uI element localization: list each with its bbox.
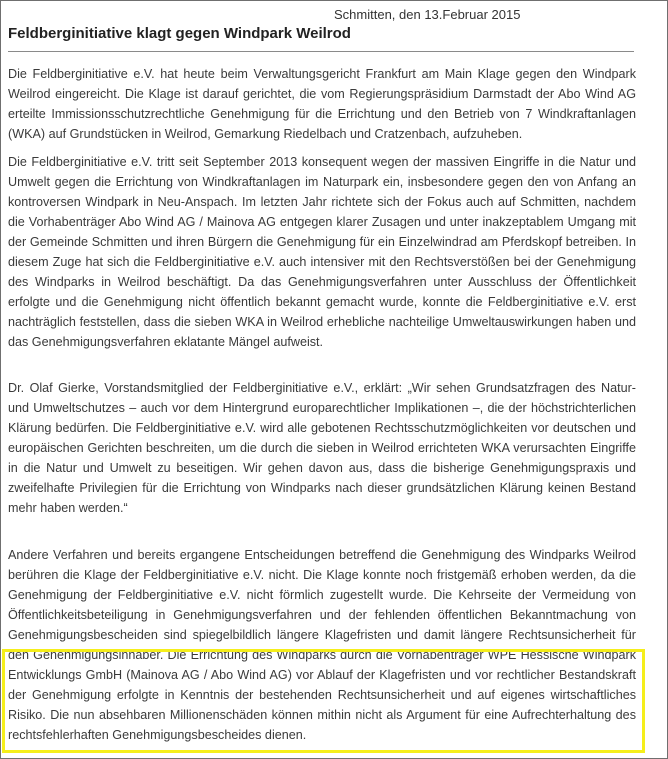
paragraph-other-proceedings: Andere Verfahren und bereits ergangene Entscheidungen betreffend die Genehmigung des Windparks Weilrod berühren die Klage der Feldberginitiative e.V. nicht. Die Klage konnte noch fristgemäß erhoben werden, da die Genehmigung der Feldberginitiative e.V. nicht förmlich zugestellt wurde. Die Kehrseite der Vermeidung von Öffentlichkeitsbeteiligung in Genehmigungsverfahren und der fehlenden öffentlichen Bekanntmachung von Genehmigungsbescheiden sind spiegelbildlich längere Klagefristen und damit längere Rechtsunsicherheit für den Genehmigungsinhaber. Die Errichtung des Windparks durch die Vorhabenträger WPE Hessische Windpark Entwicklungs GmbH (Mainova AG / Abo Wind AG) vor Ablauf der Klagefristen und vor rechtlicher Bestandskraft der Genehmigung erfolgte in Kenntnis der bestehenden Rechtsunsicherheit und auf eigenes wirtschaftliches Risiko. Die nun absehbaren Millionenschäden können mithin nicht als Argument für eine Aufrechterhaltung des rechtsfehlerhaften Genehmigungsbescheides dienen. (8, 548, 636, 742)
paragraph-quote-gierke: Dr. Olaf Gierke, Vorstandsmitglied der Feldberginitiative e.V., erklärt: „Wir sehen Grundsatzfragen des Natur- und Umweltschutzes – auch vor dem Hintergrund europarechtlicher Implikationen –, die der höchstrichterlichen Klärung bedürfen. Die Feldberginitiative e.V. wird alle gebotenen Rechtsschutzmöglichkeiten vor deutschen und europäischen Gerichten beschreiten, um die durch die sieben in Weilrod errichteten WKA verursachten Eingriffe in die Natur und Umwelt zu beseitigen. Wir gehen davon aus, dass die bisherige Genehmigungspraxis und zweifelhafte Privilegien für die Errichtung von Windparks nach dieser grundsätzlichen Klärung keinen Bestand mehr haben werden.“ (8, 381, 636, 515)
paragraph-background: Die Feldberginitiative e.V. tritt seit September 2013 konsequent wegen der massiven Eingriffe in die Natur und Umwelt gegen die Errichtung von Windkraftanlagen im Naturpark ein, insbesondere gegen den von Anfang an kontroversen Windpark in Neu-Anspach. Im letzten Jahr richtete sich der Fokus auch auf Schmitten, nachdem die Vorhabenträger Abo Wind AG / Mainova AG entgegen klarer Zusagen und unter inakzeptablem Umgang mit der Gemeinde Schmitten und ihren Bürgern die Genehmigung für ein Einzelwindrad am Pferdskopf betreiben. In diesem Zuge hat sich die Feldberginitiative e.V. auch intensiver mit den Rechtsverstößen bei der Genehmigung des Windparks in Weilrod beschäftigt. Da das Genehmigungsverfahren unter Ausschluss der Öffentlichkeit erfolgte und die Genehmigung nicht öffentlich bekannt gemacht wurde, konnte die Feldberginitiative e.V. erst nachträglich feststellen, dass die sieben WKA in Weilrod erhebliche nachteilige Umweltauswirkungen haben und das Genehmigungsverfahren eklatante Mängel aufweist. (8, 155, 636, 349)
article-title: Feldberginitiative klagt gegen Windpark Weilrod (8, 25, 351, 42)
paragraph-lawsuit-filed: Die Feldberginitiative e.V. hat heute beim Verwaltungsgericht Frankfurt am Main Klage gegen den Windpark Weilrod eingereicht. Die Klage ist darauf gerichtet, die vom Regierungspräsidium Darmstadt der Abo Wind AG erteilte Immissionsschutzrechtliche Genehmigung für die Errichtung und den Betrieb von 7 Windkraftanlagen (WKA) auf Grundstücken in Weilrod, Gemarkung Riedelbach und Cratzenbach, aufzuheben. (8, 67, 636, 141)
dateline: Schmitten, den 13.Februar 2015 (334, 7, 521, 22)
title-divider (8, 51, 634, 52)
